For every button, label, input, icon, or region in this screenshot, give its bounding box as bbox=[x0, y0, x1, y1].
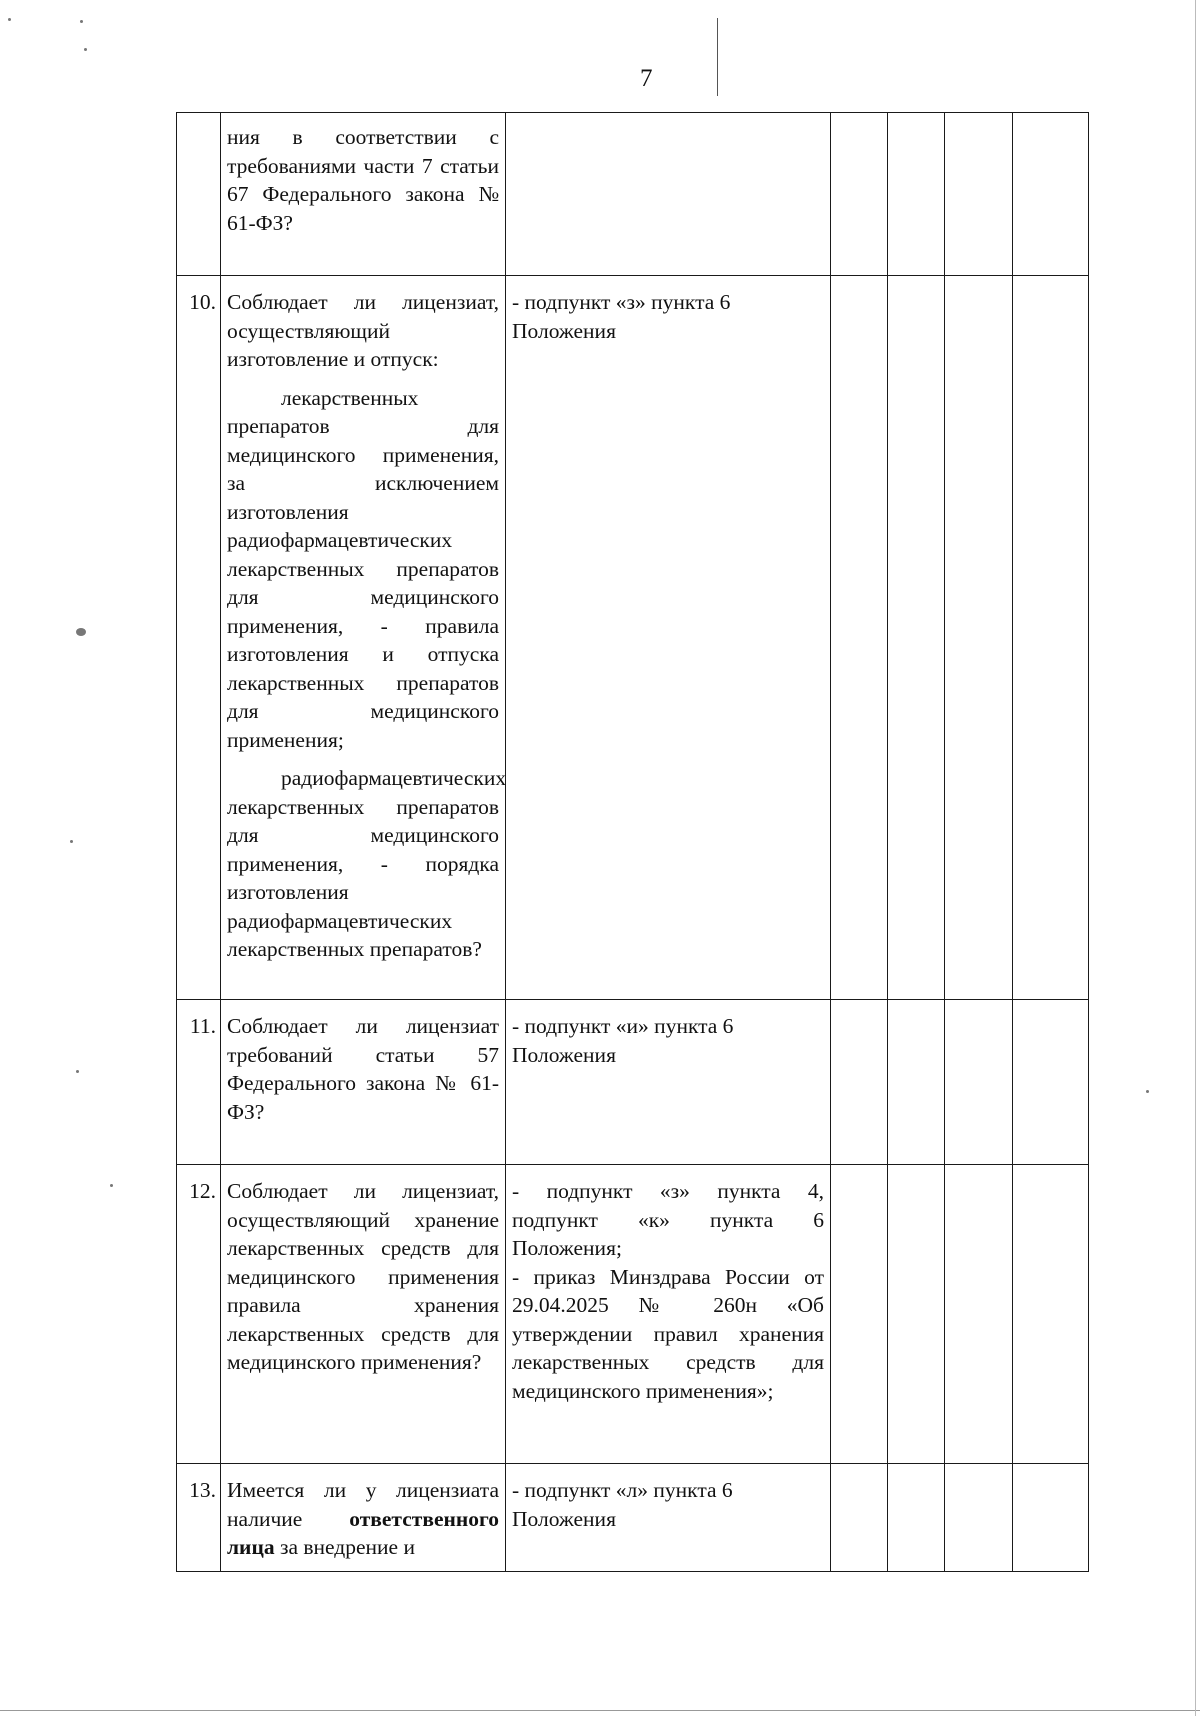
checklist-table bbox=[176, 112, 1089, 1572]
answer-cell-yes[interactable] bbox=[831, 1464, 888, 1572]
answer-cell-note[interactable] bbox=[1013, 113, 1089, 276]
page-number: 7 bbox=[640, 65, 653, 92]
question-part: лекарственных препаратов для медицинского применения, за исключением изготовления радиофармацевтических лекарственных препаратов для медицинского применения, - правила изготовления и отпуска лекарственных препаратов для медицинского применения; bbox=[227, 385, 499, 752]
scan-margin-mark bbox=[717, 18, 718, 96]
scan-speck bbox=[76, 628, 86, 636]
question-cell bbox=[221, 1165, 506, 1464]
answer-cell-yes[interactable] bbox=[831, 1165, 888, 1464]
legal-basis-text: - приказ Минздрава России от 29.04.2025 № 260н «Об утверждении правил хранения лекарственных средств для медицинского применения»; bbox=[512, 1264, 824, 1403]
answer-cell-na[interactable] bbox=[945, 1165, 1013, 1464]
row-number: 11. bbox=[177, 1000, 221, 1165]
question-text-start: Имеется ли у лицензиата наличие bbox=[227, 1478, 499, 1531]
legal-basis-cell bbox=[506, 1000, 831, 1165]
question-bold-term: ответственного bbox=[349, 1506, 499, 1531]
legal-basis-cell bbox=[506, 276, 831, 1000]
question-text: Соблюдает ли лицензиат, осуществляющий хранение лекарственных средств для медицинского применения правила хранения лекарственных средств для медицинского применения? bbox=[227, 1179, 499, 1374]
table-row bbox=[177, 1464, 1089, 1572]
answer-cell-na[interactable] bbox=[945, 276, 1013, 1000]
question-bold-term: лица bbox=[227, 1535, 275, 1559]
question-text bbox=[227, 1476, 499, 1562]
answer-cell-yes[interactable] bbox=[831, 1000, 888, 1165]
question-part: радиофармацевтических лекарственных препаратов для медицинского применения, - порядка изготовления радиофармацевтических лекарственных препаратов? bbox=[227, 766, 507, 961]
answer-cell-note[interactable] bbox=[1013, 276, 1089, 1000]
legal-basis-cell bbox=[506, 113, 831, 276]
answer-cell-note[interactable] bbox=[1013, 1165, 1089, 1464]
answer-cell-note[interactable] bbox=[1013, 1000, 1089, 1165]
answer-cell-na[interactable] bbox=[945, 113, 1013, 276]
legal-basis-text: - подпункт «з» пункта 4, подпункт «к» пункта 6 Положения; bbox=[512, 1179, 824, 1260]
answer-cell-no[interactable] bbox=[888, 1165, 945, 1464]
scan-speck bbox=[70, 840, 73, 843]
row-number bbox=[177, 113, 221, 276]
answer-cell-na[interactable] bbox=[945, 1000, 1013, 1165]
legal-basis-text: - подпункт «л» пункта 6 Положения bbox=[512, 1478, 733, 1531]
scan-speck bbox=[80, 20, 83, 23]
question-cell bbox=[221, 113, 506, 276]
scan-speck bbox=[84, 48, 87, 51]
scan-bottom-edge bbox=[0, 1710, 1200, 1711]
answer-cell-yes[interactable] bbox=[831, 276, 888, 1000]
table-row bbox=[177, 276, 1089, 1000]
scan-speck bbox=[110, 1184, 113, 1187]
legal-basis-text: - подпункт «з» пункта 6 Положения bbox=[512, 290, 731, 343]
table-row bbox=[177, 1000, 1089, 1165]
question-cell bbox=[221, 1464, 506, 1572]
row-number: 13. bbox=[177, 1464, 221, 1572]
question-text: ния в соответствии с требованиями части 7 статьи 67 Федерального закона № 61-ФЗ? bbox=[227, 125, 499, 235]
row-number: 12. bbox=[177, 1165, 221, 1464]
answer-cell-yes[interactable] bbox=[831, 113, 888, 276]
answer-cell-no[interactable] bbox=[888, 1000, 945, 1165]
scan-speck bbox=[76, 1070, 79, 1073]
question-cell bbox=[221, 1000, 506, 1165]
legal-basis-text: - подпункт «и» пункта 6 Положения bbox=[512, 1014, 734, 1067]
answer-cell-no[interactable] bbox=[888, 113, 945, 276]
legal-basis-cell bbox=[506, 1165, 831, 1464]
table-row bbox=[177, 113, 1089, 276]
scan-speck bbox=[8, 18, 11, 21]
table-row bbox=[177, 1165, 1089, 1464]
question-intro: Соблюдает ли лицензиат, осуществляющий изготовление и отпуск: bbox=[227, 290, 499, 371]
question-text-end: за внедрение и bbox=[279, 1535, 415, 1559]
answer-cell-note[interactable] bbox=[1013, 1464, 1089, 1572]
question-text: Соблюдает ли лицензиат требований статьи 57 Федерального закона № 61-ФЗ? bbox=[227, 1014, 499, 1124]
row-number: 10. bbox=[177, 276, 221, 1000]
answer-cell-no[interactable] bbox=[888, 1464, 945, 1572]
answer-cell-na[interactable] bbox=[945, 1464, 1013, 1572]
legal-basis-cell bbox=[506, 1464, 831, 1572]
scan-right-edge bbox=[1195, 0, 1196, 1716]
question-cell bbox=[221, 276, 506, 1000]
scan-speck bbox=[1146, 1090, 1149, 1093]
answer-cell-no[interactable] bbox=[888, 276, 945, 1000]
